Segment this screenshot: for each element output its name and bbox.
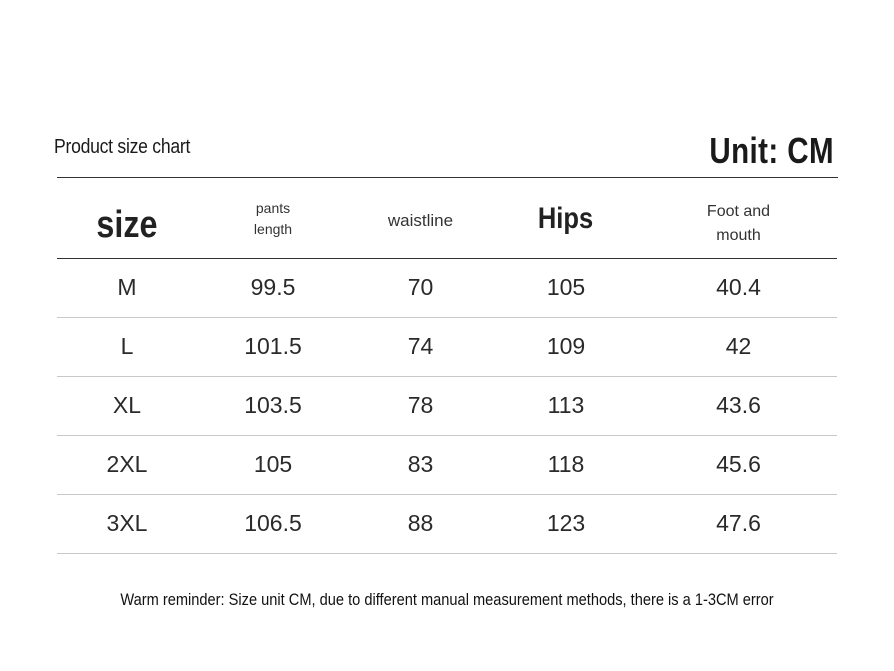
header-foot-mouth-line2: mouth (716, 227, 761, 244)
header-size (57, 178, 197, 258)
table-row (57, 317, 837, 376)
cell-size: 2XL (57, 435, 197, 494)
cell-waistline: 78 (349, 376, 492, 435)
cell-pants-length: 101.5 (197, 317, 349, 376)
table-row (57, 376, 837, 435)
cell-size: 3XL (57, 494, 197, 553)
cell-hips: 123 (492, 494, 640, 553)
warm-reminder: Warm reminder: Size unit CM, due to different manual measurement methods, there is a 1-3CM error (120, 590, 774, 609)
table-header-row (57, 178, 837, 258)
cell-pants-length: 103.5 (197, 376, 349, 435)
cell-size: XL (57, 376, 197, 435)
cell-foot-mouth: 45.6 (640, 435, 837, 494)
cell-waistline: 88 (349, 494, 492, 553)
header-waistline-label: waistline (387, 211, 454, 230)
header-foot-mouth (640, 178, 837, 258)
cell-hips: 113 (492, 376, 640, 435)
header-pants-length-line1: pants (255, 200, 291, 216)
header-size-label: size (96, 204, 158, 247)
header-pants-length-line2: length (253, 221, 293, 237)
unit-label: Unit: CM (709, 130, 834, 171)
table-row (57, 435, 837, 494)
cell-pants-length: 99.5 (197, 258, 349, 317)
cell-pants-length: 105 (197, 435, 349, 494)
cell-pants-length: 106.5 (197, 494, 349, 553)
cell-waistline: 83 (349, 435, 492, 494)
cell-foot-mouth: 47.6 (640, 494, 837, 553)
header-waistline (349, 178, 492, 258)
table-row (57, 258, 837, 317)
cell-foot-mouth: 40.4 (640, 258, 837, 317)
product-size-chart-title: Product size chart (54, 136, 191, 158)
cell-hips: 109 (492, 317, 640, 376)
header-pants-length (197, 178, 349, 258)
header-foot-mouth-line1: Foot and (706, 203, 771, 220)
header-hips (492, 178, 640, 258)
cell-size: M (57, 258, 197, 317)
cell-hips: 105 (492, 258, 640, 317)
cell-waistline: 70 (349, 258, 492, 317)
table-row (57, 494, 837, 553)
header-hips-label: Hips (538, 202, 594, 235)
cell-foot-mouth: 43.6 (640, 376, 837, 435)
header-foot-mouth-label (707, 200, 770, 248)
cell-foot-mouth: 42 (640, 317, 837, 376)
size-table (57, 178, 837, 554)
cell-size: L (57, 317, 197, 376)
cell-hips: 118 (492, 435, 640, 494)
header-pants-length-label (254, 198, 292, 240)
cell-waistline: 74 (349, 317, 492, 376)
